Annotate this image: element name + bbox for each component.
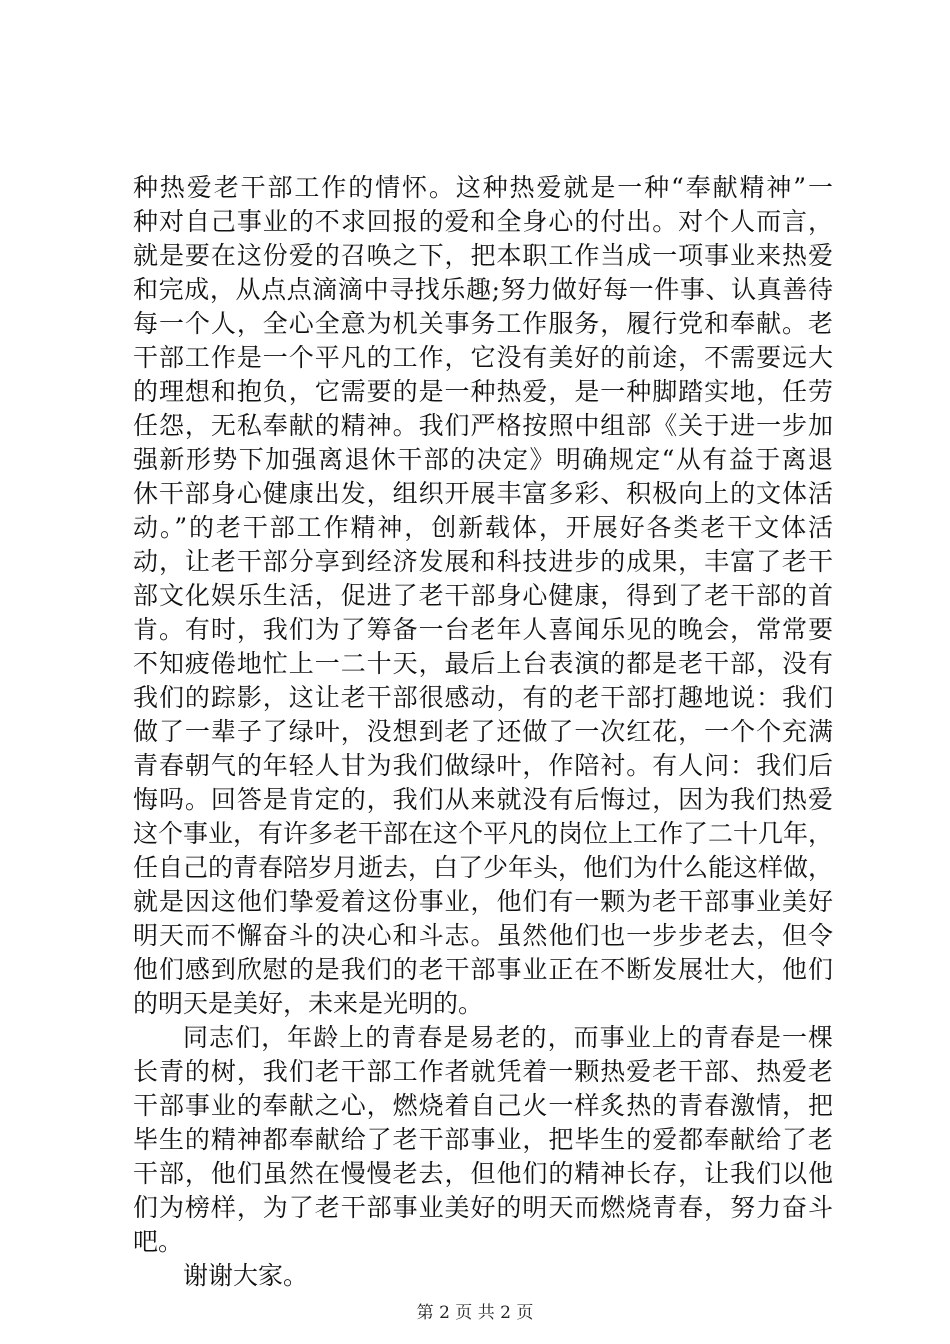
paragraph-line: 做了一辈子了绿叶，没想到老了还做了一次红花，一个个充满 [133,717,833,746]
paragraph-line: 动，让老干部分享到经济发展和科技进步的成果，丰富了老干 [133,547,833,576]
paragraph-line: 的明天是美好，未来是光明的。 [133,989,484,1018]
paragraph-line: 明天而不懈奋斗的决心和斗志。虽然他们也一步步老去，但令 [133,921,833,950]
paragraph-line: 悔吗。回答是肯定的，我们从来就没有后悔过，因为我们热爱 [133,785,833,814]
paragraph-line: 任自己的青春陪岁月逝去，白了少年头，他们为什么能这样做， [133,853,834,882]
paragraph-line: 我们的踪影，这让老干部很感动，有的老干部打趣地说：我们 [133,683,833,712]
paragraph-line: 种对自己事业的不求回报的爱和全身心的付出。对个人而言， [133,207,833,236]
paragraph-line: 们为榜样，为了老干部事业美好的明天而燃烧青春，努力奋斗 [133,1193,833,1222]
paragraph-line: 种热爱老干部工作的情怀。这种热爱就是一种“奉献精神”一 [133,173,833,202]
paragraph-line: 同志们，年龄上的青春是易老的，而事业上的青春是一棵 [183,1023,833,1052]
paragraph-line: 毕生的精神都奉献给了老干部事业，把毕生的爱都奉献给了老 [133,1125,833,1154]
paragraph-line: 的理想和抱负，它需要的是一种热爱，是一种脚踏实地，任劳 [133,377,833,406]
paragraph-line: 干部，他们虽然在慢慢老去，但他们的精神长存，让我们以他 [133,1159,833,1188]
paragraph-line: 任怨，无私奉献的精神。我们严格按照中组部《关于进一步加 [133,411,833,440]
page-footer: 第 2 页 共 2 页 [416,1303,534,1323]
closing-line: 谢谢大家。 [183,1261,309,1290]
paragraph-line: 就是因这他们挚爱着这份事业，他们有一颗为老干部事业美好 [133,887,833,916]
paragraph-line: 肯。有时，我们为了筹备一台老年人喜闻乐见的晚会，常常要 [133,615,833,644]
paragraph-line: 强新形势下加强离退休干部的决定》明确规定“从有益于离退 [133,445,833,474]
paragraph-line: 不知疲倦地忙上一二十天，最后上台表演的都是老干部，没有 [133,649,833,678]
paragraph-line: 长青的树，我们老干部工作者就凭着一颗热爱老干部、热爱老 [133,1057,833,1086]
paragraph-line: 动。”的老干部工作精神，创新载体，开展好各类老干文体活 [133,513,833,542]
paragraph-line: 部文化娱乐生活，促进了老干部身心健康，得到了老干部的首 [133,581,833,610]
paragraph-line: 和完成，从点点滴滴中寻找乐趣;努力做好每一件事、认真善待 [133,275,833,304]
paragraph-line: 干部工作是一个平凡的工作，它没有美好的前途，不需要远大 [133,343,833,372]
paragraph-line: 青春朝气的年轻人甘为我们做绿叶，作陪衬。有人问：我们后 [133,751,833,780]
paragraph-line: 每一个人，全心全意为机关事务工作服务，履行党和奉献。老 [133,309,833,338]
paragraph-line: 休干部身心健康出发，组织开展丰富多彩、积极向上的文体活 [133,479,833,508]
paragraph-line: 他们感到欣慰的是我们的老干部事业正在不断发展壮大，他们 [133,955,833,984]
paragraph-line: 干部事业的奉献之心，燃烧着自己火一样炙热的青春激情，把 [133,1091,833,1120]
paragraph-line: 吧。 [133,1227,184,1256]
paragraph-line: 就是要在这份爱的召唤之下，把本职工作当成一项事业来热爱 [133,241,833,270]
paragraph-line: 这个事业，有许多老干部在这个平凡的岗位上工作了二十几年， [133,819,834,848]
